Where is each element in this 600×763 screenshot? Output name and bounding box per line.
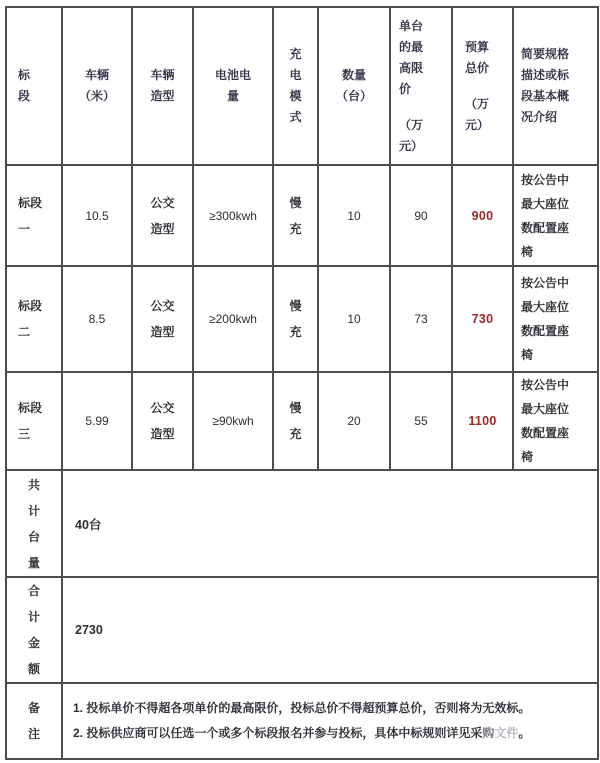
text-line: 段基本概	[521, 89, 570, 103]
summary-row-total-units	[6, 470, 598, 577]
remark-text-segment: 。	[518, 726, 531, 740]
line-gap	[465, 79, 512, 94]
text-line: 二	[18, 325, 31, 339]
bid-sections-table	[5, 6, 599, 760]
cell-style	[132, 372, 193, 470]
text-line: 按公告中	[521, 172, 570, 187]
text-line: 椅	[521, 348, 534, 362]
text-line: 元）	[465, 117, 490, 132]
text-line: 合	[27, 584, 40, 598]
text-line: 段	[18, 89, 31, 103]
cell-section	[6, 165, 62, 266]
text-line: 公交	[150, 299, 175, 313]
summary-value-total-amount: 2730	[62, 577, 598, 683]
text-line: 慢	[289, 299, 302, 313]
text-line: 数配置座	[521, 426, 570, 440]
text-line: （米）	[78, 89, 115, 103]
cell-length: 5.99	[62, 372, 132, 470]
text-line: 慢	[289, 401, 302, 415]
text-line: 椅	[521, 244, 534, 259]
cell-section	[6, 266, 62, 372]
header-cell-spec-desc	[513, 7, 598, 165]
text-line: 标段	[18, 299, 43, 313]
text-line: 价	[399, 81, 412, 96]
text-line: 量	[27, 555, 40, 570]
cell-charge	[273, 372, 318, 470]
cell-quantity: 20	[318, 372, 390, 470]
text-line: 元）	[399, 138, 424, 153]
text-line: 电	[289, 68, 302, 82]
text-line: 慢	[289, 195, 302, 210]
text-line: 数配置座	[521, 324, 570, 338]
text-line: 椅	[521, 450, 534, 464]
text-line: 三	[18, 427, 31, 441]
cell-desc	[513, 266, 598, 372]
cell-section	[6, 372, 62, 470]
header-cell-unit-price-cap	[390, 7, 452, 165]
cell-battery: ≥200kwh	[193, 266, 273, 372]
remark-text-segment: 购	[482, 726, 495, 740]
text-line: 简要规格	[521, 47, 570, 61]
text-line: 预算	[465, 39, 490, 54]
text-line: 车辆	[84, 68, 109, 82]
remark-text-segment: 文件	[494, 726, 519, 740]
text-line: 造型	[150, 325, 175, 339]
text-line: 数量	[341, 68, 366, 82]
text-line: 按公告中	[521, 378, 570, 392]
remark-item-1	[73, 700, 587, 717]
text-line: 计	[27, 503, 40, 518]
text-line: 标段	[18, 401, 43, 415]
text-line: （万	[465, 96, 490, 111]
summary-label-total-amount	[6, 577, 62, 683]
header-cell-charge-mode	[273, 7, 318, 165]
bid-section-row	[6, 165, 598, 266]
remark-row	[6, 683, 598, 759]
summary-label-total-units	[6, 470, 62, 577]
text-line: 充	[289, 47, 302, 61]
text-line: 标	[18, 68, 31, 82]
remark-label	[6, 683, 62, 759]
text-line: 式	[289, 110, 302, 124]
text-line: 台	[27, 529, 40, 544]
text-line: 最大座位	[521, 300, 570, 314]
text-line: 电池电	[214, 68, 251, 82]
text-line: 模	[289, 89, 302, 103]
cell-charge	[273, 165, 318, 266]
header-cell-vehicle-length	[62, 7, 132, 165]
text-line: 公交	[150, 195, 175, 210]
header-cell-bid-section	[6, 7, 62, 165]
summary-value-total-units: 40台	[62, 470, 598, 577]
text-line: 公交	[150, 401, 175, 415]
cell-quantity: 10	[318, 165, 390, 266]
text-line: 数配置座	[521, 220, 570, 235]
cell-style	[132, 165, 193, 266]
line-gap	[399, 100, 451, 115]
cell-battery: ≥300kwh	[193, 165, 273, 266]
text-line: 造型	[150, 221, 175, 236]
text-line: 计	[27, 610, 40, 624]
text-line: 车辆	[150, 68, 175, 82]
cell-length: 10.5	[62, 165, 132, 266]
text-line: 描述或标	[521, 68, 570, 82]
text-line: 最大座位	[521, 196, 570, 211]
cell-budget: 730	[452, 266, 513, 372]
bid-section-row	[6, 372, 598, 470]
text-line: 注	[27, 727, 40, 741]
bid-table-body	[6, 7, 598, 759]
text-line: （万	[399, 117, 424, 132]
cell-budget: 1100	[452, 372, 513, 470]
header-cell-budget-total	[452, 7, 513, 165]
text-line: 造型	[150, 89, 175, 103]
text-line: 标段	[18, 195, 43, 210]
remark-item-2	[73, 725, 587, 742]
cell-unit-price-cap: 73	[390, 266, 452, 372]
cell-budget: 900	[452, 165, 513, 266]
text-line: 充	[289, 221, 302, 236]
text-line: 况介绍	[521, 110, 558, 124]
text-line: 高限	[399, 60, 424, 75]
text-line: 备	[27, 701, 40, 715]
summary-row-total-amount	[6, 577, 598, 683]
header-cell-vehicle-style	[132, 7, 193, 165]
text-line: 金	[27, 636, 40, 650]
remark-content	[62, 683, 598, 759]
text-line: 一	[18, 221, 31, 236]
bid-section-row	[6, 266, 598, 372]
cell-unit-price-cap: 90	[390, 165, 452, 266]
cell-length: 8.5	[62, 266, 132, 372]
remark-text-segment: 1. 投标单价不得超各项单价的最高限价，投标总价不得超预算总价，否则将为无效标。	[73, 701, 531, 715]
text-line: 共	[27, 477, 40, 492]
header-cell-quantity	[318, 7, 390, 165]
table-header-row	[6, 7, 598, 165]
text-line: 充	[289, 325, 302, 339]
text-line: 最大座位	[521, 402, 570, 416]
text-line: 按公告中	[521, 276, 570, 290]
text-line: 充	[289, 427, 302, 441]
cell-unit-price-cap: 55	[390, 372, 452, 470]
cell-style	[132, 266, 193, 372]
remark-text-segment: 2. 投标供应商可以任选一个或多个标段报名并参与投标，具体中标规则详见采	[73, 726, 483, 740]
cell-quantity: 10	[318, 266, 390, 372]
cell-desc	[513, 372, 598, 470]
text-line: 造型	[150, 427, 175, 441]
cell-desc	[513, 165, 598, 266]
text-line: 总价	[465, 60, 490, 75]
text-line: 量	[226, 89, 239, 103]
header-cell-battery	[193, 7, 273, 165]
text-line: 额	[27, 662, 40, 676]
text-line: 的最	[399, 39, 424, 54]
text-line: 单台	[399, 18, 424, 33]
cell-battery: ≥90kwh	[193, 372, 273, 470]
cell-charge	[273, 266, 318, 372]
text-line: （台）	[335, 89, 372, 103]
